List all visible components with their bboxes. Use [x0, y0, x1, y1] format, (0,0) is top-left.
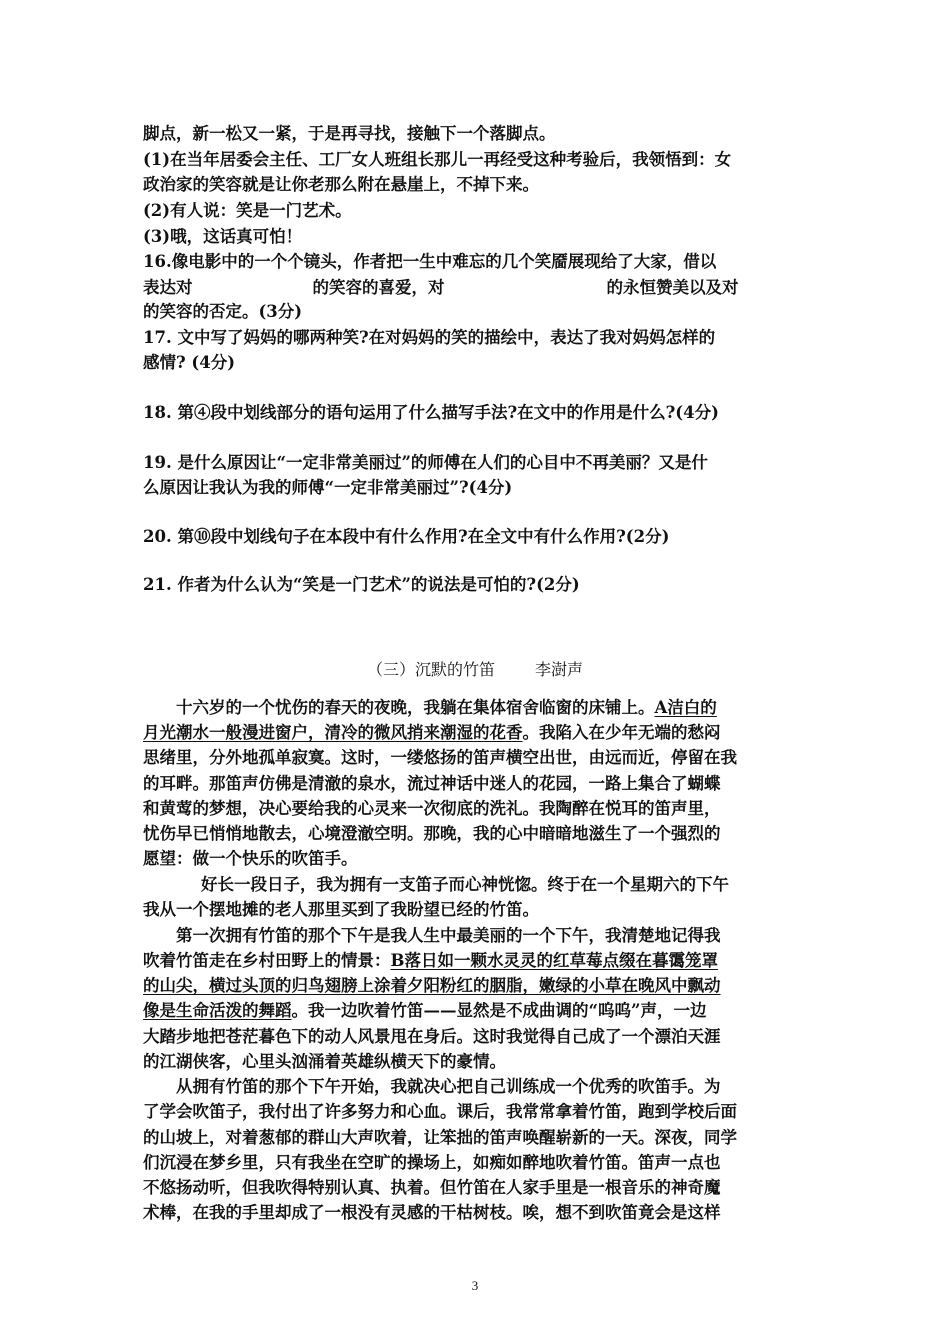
text-line: 感情? (4分) — [143, 353, 236, 372]
paragraph-4-line: 从拥有竹笛的那个下午开始，我就决心把自己训练成一个优秀的吹笛手。为 — [176, 1077, 721, 1096]
question-18: 18. 第④段中划线部分的语句运用了什么描写手法?在文中的作用是什么?(4分) — [143, 403, 719, 422]
paragraph-4-line: 不悠扬动听，但我吹得特别认真、执着。但竹笛在人家手里是一根音乐的神奇魔 — [143, 1178, 721, 1197]
paragraph-4-line: 了学会吹笛子，我付出了许多努力和心血。课后，我常常拿着竹笛，跑到学校后面 — [143, 1102, 737, 1121]
paragraph-3-line — [143, 949, 718, 973]
text-line: (2)有人说：笑是一门艺术。 — [143, 201, 352, 220]
text-line: 的笑容的否定。(3分) — [143, 302, 303, 321]
paragraph-4-line: 的山坡上，对着葱郁的群山大声吹着，让笨拙的笛声唤醒崭新的一天。深夜，同学 — [143, 1128, 737, 1147]
paragraph-3-line: 第一次拥有竹笛的那个下午是我人生中最美丽的一个下午，我清楚地记得我 — [176, 926, 721, 945]
question-19: 19. 是什么原因让“一定非常美丽过”的师傅在人们的心目中不再美丽？又是什 — [143, 453, 708, 472]
paragraph-1-line: 的耳畔。那笛声仿佛是清澈的泉水，流过神话中迷人的花园，一路上集合了蝴蝶 — [143, 774, 721, 793]
text-line: (1)在当年居委会主任、工厂女人班组长那儿一再经受这种考验后，我领悟到：女 — [143, 150, 732, 169]
text-segment: 。我陷入在少年无端的愁闷 — [522, 723, 721, 742]
underlined-sentence-b: 的山尖，横过头顶的归鸟翅膀上涂着夕阳粉红的胭脂，嫩绿的小草在晚风中飘动 — [143, 976, 721, 995]
text-segment: 。我一边吹着竹笛——显然是不成曲调的“呜呜”声，一边 — [291, 1001, 707, 1020]
section-title — [143, 658, 807, 682]
text-segment: 表达对 — [143, 278, 193, 297]
underlined-sentence-a: A洁白的 — [654, 698, 717, 717]
paragraph-1-line — [176, 696, 717, 720]
section-title-text: （三）沉默的竹笛 — [366, 660, 495, 679]
underlined-sentence-b: 像是生命活泼的舞蹈 — [143, 1001, 292, 1020]
page-number: 3 — [471, 1278, 479, 1293]
paragraph-2-line: 我从一个摆地摊的老人那里买到了我盼望已经的竹笛。 — [143, 900, 539, 919]
underlined-sentence-b: B落日如一颗水灵灵的红草莓点缀在暮霭笼罩 — [390, 951, 718, 970]
question-20: 20. 第⑩段中划线句子在本段中有什么作用?在全文中有什么作用?(2分) — [143, 527, 670, 546]
text-segment: 吹着竹笛走在乡村田野上的情景： — [143, 951, 391, 970]
paragraph-3-line — [143, 999, 706, 1023]
question-21: 21. 作者为什么认为“笑是一门艺术”的说法是可怕的?(2分) — [143, 575, 580, 594]
paragraph-1-line: 思绪里，分外地孤单寂寞。这时，一缕悠扬的笛声横空出世，由远而近，停留在我 — [143, 748, 737, 767]
text-segment: 十六岁的一个忧伤的春天的夜晚，我躺在集体宿舍临窗的床铺上。 — [176, 698, 655, 717]
paragraph-2-line: 好长一段日子，我为拥有一支笛子而心神恍惚。终于在一个星期六的下午 — [201, 875, 729, 894]
text-line: 政治家的笑容就是让你老那么附在悬崖上，不掉下来。 — [143, 175, 539, 194]
question-16: 16.像电影中的一个个镜头，作者把一生中难忘的几个笑靥展现给了大家，借以 — [143, 252, 717, 271]
paragraph-3-line: 的江湖侠客，心里头汹涌着英雄纵横天下的豪情。 — [143, 1052, 506, 1071]
paragraph-4-line: 们沉浸在梦乡里，只有我坐在空旷的操场上，如痴如醉地吹着竹笛。笛声一点也 — [143, 1153, 721, 1172]
text-line: (3)哦，这话真可怕！ — [143, 227, 303, 246]
text-line: 脚点，新一松又一紧，于是再寻找，接触下一个落脚点。 — [143, 124, 556, 143]
section-author: 李澍声 — [535, 660, 584, 679]
paragraph-1-line — [143, 721, 721, 745]
paragraph-4-line: 术棒，在我的手里却成了一根没有灵感的干枯树枝。唉，想不到吹笛竟会是这样 — [143, 1203, 721, 1222]
paragraph-1-line: 忧伤早已悄悄地散去，心境澄澈空明。那晚，我的心中暗暗地滋生了一个强烈的 — [143, 824, 721, 843]
text-segment: 的笑容的喜爱，对 — [312, 278, 445, 297]
question-16-blanks — [143, 276, 739, 300]
paragraph-1-line: 和黄莺的梦想，决心要给我的心灵来一次彻底的洗礼。我陶醉在悦耳的笛声里， — [143, 799, 721, 818]
text-line: 么原因让我认为我的师傅“一定非常美丽过”?(4分) — [143, 478, 513, 497]
paragraph-1-line: 愿望：做一个快乐的吹笛手。 — [143, 849, 358, 868]
paragraph-3-line: 大踏步地把苍茫暮色下的动人风景甩在身后。这时我觉得自己成了一个漂泊天涯 — [143, 1027, 721, 1046]
text-segment: 的永恒赞美以及对 — [606, 278, 739, 297]
underlined-sentence-a: 月光潮水一般漫进窗户，清冷的微风捎来潮湿的花香 — [143, 723, 523, 742]
question-17: 17. 文中写了妈妈的哪两种笑?在对妈妈的笑的描绘中，表达了我对妈妈怎样的 — [143, 328, 716, 347]
